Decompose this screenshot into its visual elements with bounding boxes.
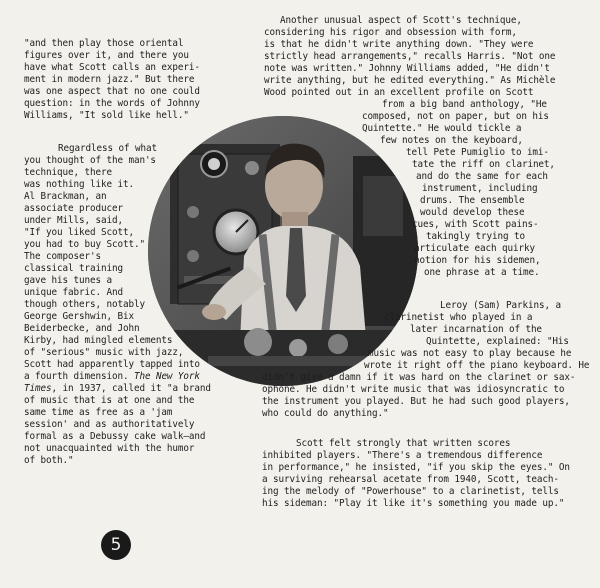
left_column-text-line: formal as a Debussy cake walk—and bbox=[24, 431, 206, 442]
right_column-text-line: would develop these bbox=[420, 207, 525, 218]
right_column-text-line: one phrase at a time. bbox=[424, 267, 540, 278]
right_column-text-line: Leroy (Sam) Parkins, a bbox=[440, 300, 561, 311]
left_column-text-line: Times, in 1937, called it "a brand bbox=[24, 383, 211, 394]
right_column-text-line: drums. The ensemble bbox=[420, 195, 525, 206]
left_column-text-line: Scott had apparently tapped into bbox=[24, 359, 200, 370]
circular-photo bbox=[148, 116, 418, 386]
left_column-text-line: figures over it, and there you bbox=[24, 50, 189, 61]
right_column-text-line: a surviving rehearsal acetate from 1940, Scott, teach- bbox=[262, 474, 559, 485]
left_column-text-line: was nothing like it. bbox=[24, 179, 134, 190]
right_column-text-line: is that he didn't write anything down. "They were bbox=[264, 39, 534, 50]
left_column-text-line: session' and as authoritatively bbox=[24, 419, 195, 430]
left_column-text-line: not unacquainted with the humor bbox=[24, 443, 195, 454]
left_column-text-line: you had to buy Scott." bbox=[24, 239, 145, 250]
right_column-text-line: in performance," he insisted, "if you skip the eyes." On bbox=[262, 462, 570, 473]
left_column-text-line: Regardless of what bbox=[58, 143, 157, 154]
right_column-text-line: wrote it right off the piano keyboard. He bbox=[364, 360, 590, 371]
left_column-text-line: of both." bbox=[24, 455, 74, 466]
left_column-text-line: question: in the words of Johnny bbox=[24, 98, 200, 109]
left_column-text-line: "If you liked Scott, bbox=[24, 227, 134, 238]
left_column-text-line: gave his tunes a bbox=[24, 275, 112, 286]
right_column-text-line: the instrument you played. But he had such good players, bbox=[262, 396, 570, 407]
right_column-text-line: Quintette, explained: "His bbox=[426, 336, 569, 347]
right_column-text-line: articulate each quirky bbox=[414, 243, 535, 254]
right_column-text-line: who could do anything." bbox=[262, 408, 389, 419]
left_column-text-line: of music that is at one and the bbox=[24, 395, 195, 406]
right_column-text-line: composed, not on paper, but on his bbox=[362, 111, 549, 122]
left_column-text-line: "and then play those oriental bbox=[24, 38, 184, 49]
left_column-text-line: Williams, "It sold like hell." bbox=[24, 110, 189, 121]
right_column-text-line: considering his rigor and obsession with form, bbox=[264, 27, 517, 38]
left_column-text-line: associate producer bbox=[24, 203, 123, 214]
page-number: 5 bbox=[101, 530, 131, 560]
left_column-text-line: Kirby, had mingled elements bbox=[24, 335, 173, 346]
right_column-text-line: notion for his sidemen, bbox=[414, 255, 541, 266]
right_column-text-line: few notes on the keyboard, bbox=[380, 135, 523, 146]
right_column-text-line: tate the riff on clarinet, bbox=[412, 159, 555, 170]
left_column-text-line: George Gershwin, Bix bbox=[24, 311, 134, 322]
left_column-text-line: ment in modern jazz." But there bbox=[24, 74, 195, 85]
left_column-text-line: was one aspect that no one could bbox=[24, 86, 200, 97]
left_column-text-line: classical training bbox=[24, 263, 123, 274]
left_column-text-line: though others, notably bbox=[24, 299, 145, 310]
right_column-text-line: and do the same for each bbox=[416, 171, 548, 182]
left_column-text-line: of "serious" music with jazz, bbox=[24, 347, 184, 358]
right_column-text-line: Another unusual aspect of Scott's technique, bbox=[280, 15, 522, 26]
right_column-text-line: clarinetist who played in a bbox=[384, 312, 533, 323]
right_column-text-line: later incarnation of the bbox=[410, 324, 542, 335]
right_column-text-line: tell Pete Pumiglio to imi- bbox=[406, 147, 549, 158]
right_column-text-line: Scott felt strongly that written scores bbox=[296, 438, 511, 449]
right_column-text-line: Quintette." He would tickle a bbox=[362, 123, 522, 134]
right_column-text-line: inhibited players. "There's a tremendous difference bbox=[262, 450, 543, 461]
right_column-text-line: Wood pointed out in an excellent profile on Scott bbox=[264, 87, 534, 98]
right_column-text-line: from a big band anthology, "He bbox=[382, 99, 547, 110]
left_column-text-line: under Mills, said, bbox=[24, 215, 123, 226]
left_column-text-line: same time as free as a 'jam bbox=[24, 407, 173, 418]
right_column-text-line: his sideman: "Play it like it's something you made up." bbox=[262, 498, 565, 509]
man-at-control-panel-photo bbox=[148, 116, 418, 386]
left_column-text-line: unique fabric. And bbox=[24, 287, 123, 298]
right_column-text-line: didn't give a damn if it was hard on the clarinet or sax- bbox=[262, 372, 576, 383]
left_column-text-line: technique, there bbox=[24, 167, 112, 178]
right_column-text-line: ing the melody of "Powerhouse" to a clarinetist, tells bbox=[262, 486, 559, 497]
right_column-text-line: write anything, but he edited everything." As Michèle bbox=[264, 75, 556, 86]
left_column-text-line: Beiderbecke, and John bbox=[24, 323, 140, 334]
right_column-text-line: note was written." Johnny Williams added, "He didn't bbox=[264, 63, 550, 74]
right_column-text-line: cues, with Scott pains- bbox=[412, 219, 539, 230]
right_column-text-line: ophone. He didn't write music that was idiosyncratic to bbox=[262, 384, 565, 395]
left_column-text-line: you thought of the man's bbox=[24, 155, 156, 166]
left_column-text-line: have what Scott calls an experi- bbox=[24, 62, 200, 73]
right_column-text-line: instrument, including bbox=[422, 183, 538, 194]
right_column-text-line: strictly head arrangements," recalls Harris. "Not one bbox=[264, 51, 556, 62]
left_column-text-line: The composer's bbox=[24, 251, 101, 262]
left_column-text-line: Al Brackman, an bbox=[24, 191, 107, 202]
right_column-text-line: takingly trying to bbox=[426, 231, 525, 242]
left_column-text-line: a fourth dimension. The New York bbox=[24, 371, 200, 382]
right_column-text-line: music was not easy to play because he bbox=[368, 348, 572, 359]
